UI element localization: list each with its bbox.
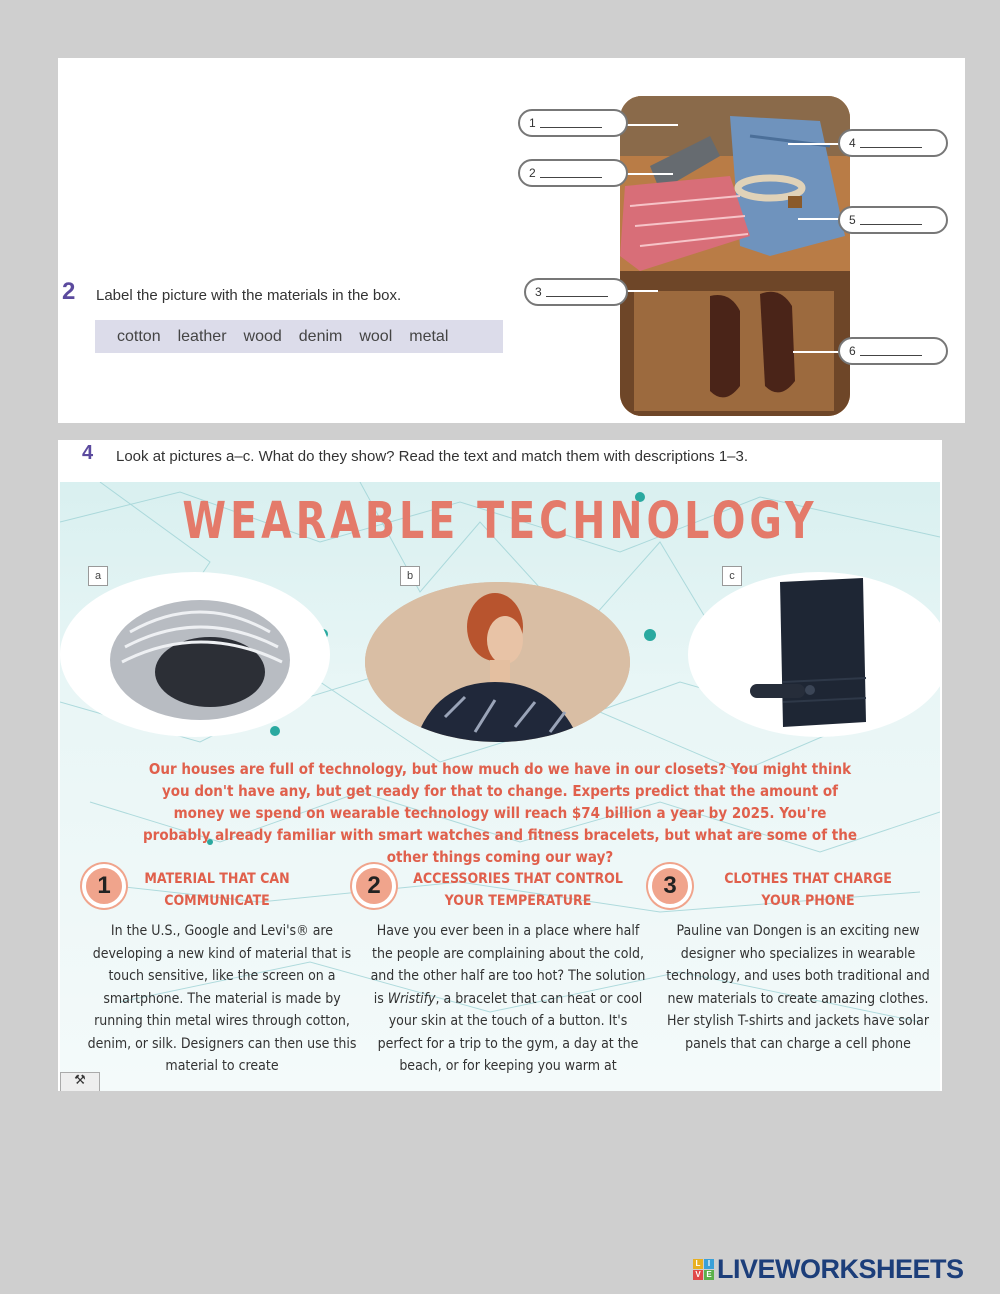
section-text: In the U.S., Google and Levi's® are developing a new kind of material that is touch sensitive, like the screen on a smartphone. The material is made by running thin metal wires through cotton, denim, or silk. Designers can then use this material to create: [87, 923, 357, 1074]
answer-field-2[interactable]: 2: [518, 159, 628, 187]
picture-b-woman: [365, 582, 630, 742]
sleeve-illustration: [688, 572, 940, 737]
section-number-badge: 3: [648, 864, 692, 908]
logo-mark: L I V E: [693, 1259, 714, 1280]
exercise-2-panel: [58, 58, 965, 423]
exercise-number: 4: [82, 442, 94, 464]
word-leather: leather: [177, 327, 227, 345]
ring-illustration: [60, 572, 330, 737]
liveworksheets-logo: [693, 1254, 964, 1284]
picture-c-sleeve: [688, 572, 940, 737]
exercise-instruction: Look at pictures a–c. What do they show? Read the text and match them with descriptions 1–3.: [116, 448, 749, 465]
answer-field-3[interactable]: 3: [524, 278, 628, 306]
article: [60, 482, 940, 1091]
product-name: Wristify: [387, 990, 436, 1007]
article-intro: Our houses are full of technology, but how much do we have in our closets? You might think you don't have any, but get ready for that to change. Experts predict that the amount of money we spend on wearable technology will reach $74 billion a year by 2025. You're probably already familiar with smart watches and fitness bracelets, but what are some of the other things coming our way?: [143, 760, 857, 866]
article-title: WEARABLE TECHNOLOGY: [182, 492, 818, 551]
picture-a-ring: [60, 572, 330, 737]
exercise-number: 2: [62, 278, 76, 305]
section-heading: CLOTHES THAT CHARGE YOUR PHONE: [724, 871, 892, 909]
exercise-instruction: Label the picture with the materials in the box.: [96, 287, 402, 304]
word-wool: wool: [359, 327, 393, 345]
word-cotton: cotton: [117, 327, 161, 345]
answer-field-4[interactable]: 4: [838, 129, 948, 157]
logo-wordmark: LIVEWORKSHEETS: [717, 1253, 964, 1284]
section-number-badge: 1: [82, 864, 126, 908]
word-metal: metal: [409, 327, 449, 345]
section-text: Have you ever been in a place where half the people are complaining about the cold, and the other half are too hot? The solution is Wristify, a bracelet that can heat or cool your skin at the touch of a button. It's perfect for a trip to the gym, a day at the beach, or for keeping you warm at: [370, 923, 646, 1074]
woman-illustration: [365, 582, 630, 742]
word-denim: denim: [298, 327, 343, 345]
section-heading: ACCESSORIES THAT CONTROL YOUR TEMPERATURE: [413, 871, 623, 909]
picture-tag-b: b: [400, 566, 420, 586]
tools-icon[interactable]: ⚒: [60, 1072, 100, 1091]
answer-field-1[interactable]: 1: [518, 109, 628, 137]
picture-tag-a: a: [88, 566, 108, 586]
section-heading: MATERIAL THAT CAN COMMUNICATE: [144, 871, 290, 909]
word-wood: wood: [243, 327, 282, 345]
answer-field-5[interactable]: 5: [838, 206, 948, 234]
answer-field-6[interactable]: 6: [838, 337, 948, 365]
word-box: [95, 320, 503, 353]
exercise-4-panel: [58, 440, 942, 1091]
picture-tag-c: c: [722, 566, 742, 586]
section-text: Pauline van Dongen is an exciting new designer who specializes in wearable technology, and uses both traditional and new materials to create amazing clothes. Her stylish T-shirts and jackets have solar panels that can charge a cell phone: [666, 923, 930, 1052]
section-number-badge: 2: [352, 864, 396, 908]
